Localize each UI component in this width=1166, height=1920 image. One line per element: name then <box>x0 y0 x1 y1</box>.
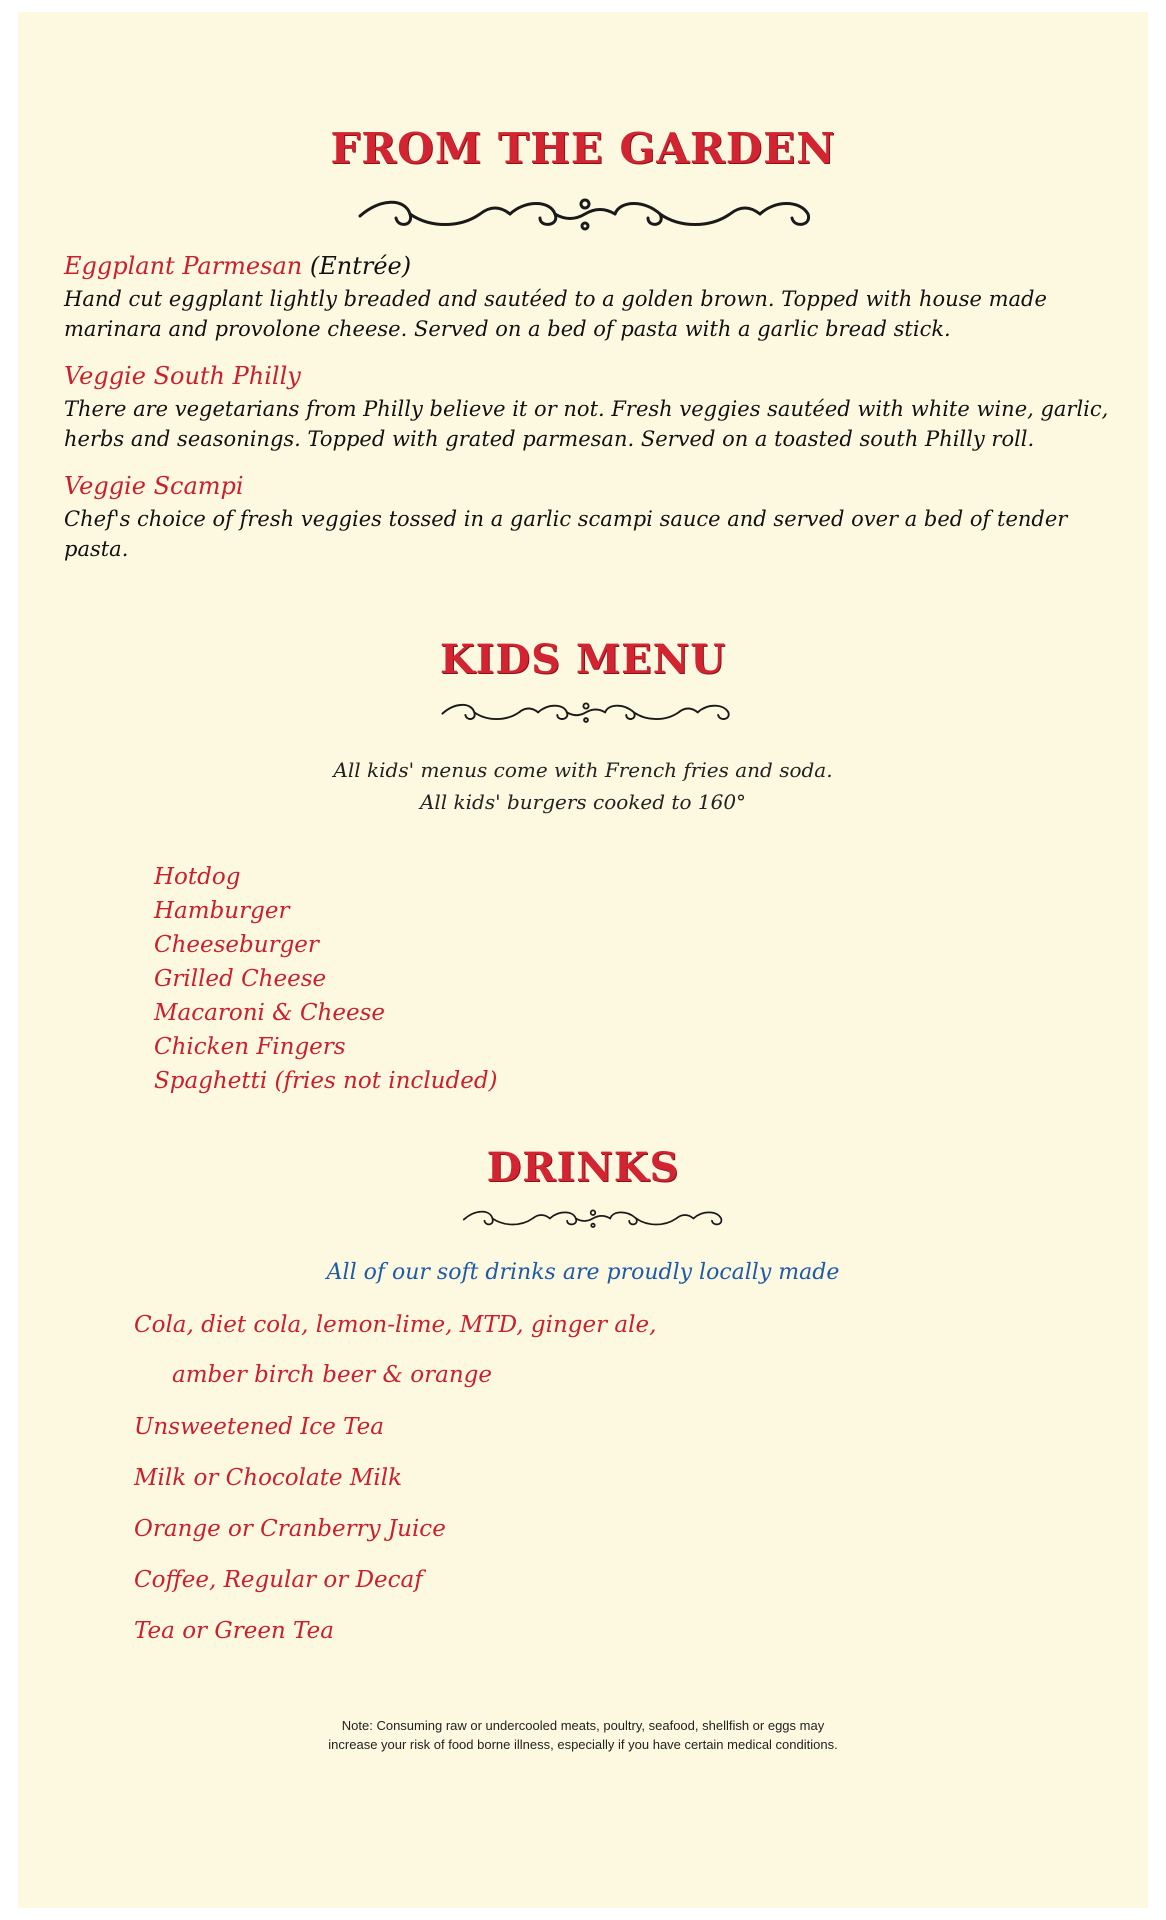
drinks-item: Unsweetened Ice Tea <box>134 1414 384 1440</box>
kids-item: Chicken Fingers <box>154 1034 346 1060</box>
footnote-line: Note: Consuming raw or undercooled meats, poultry, seafood, shellfish or eggs may <box>341 1718 825 1733</box>
desc-line: herbs and seasonings. Topped with grated parmesan. Served on a toasted south Philly roll. <box>64 427 1035 451</box>
drinks-item: Cola, diet cola, lemon-lime, MTD, ginger ale, <box>134 1312 657 1338</box>
kids-item: Grilled Cheese <box>154 966 327 992</box>
menu-page <box>18 12 1148 1908</box>
kids-item: Spaghetti (fries not included) <box>154 1068 498 1094</box>
desc-line: Chef's choice of fresh veggies tossed in a garlic scampi sauce and served over a bed of tender pasta. <box>64 507 1068 561</box>
drinks-subtitle: All of our soft drinks are proudly locally made <box>326 1260 840 1285</box>
garden-item-desc <box>64 394 1114 454</box>
drinks-item: Coffee, Regular or Decaf <box>134 1567 423 1593</box>
drinks-item: Orange or Cranberry Juice <box>134 1516 446 1542</box>
garden-item-name: Veggie South Philly <box>64 362 301 390</box>
desc-line: marinara and provolone cheese. Served on a bed of pasta with a garlic bread stick. <box>64 317 951 341</box>
footnote-line: increase your risk of food borne illness, especially if you have certain medical conditions. <box>328 1737 838 1752</box>
desc-line: Hand cut eggplant lightly breaded and sautéed to a golden brown. Topped with house made <box>64 287 1047 311</box>
garden-item-desc <box>64 284 1114 344</box>
garden-item-name: Veggie Scampi <box>64 472 244 500</box>
kids-heading: KIDS MENU <box>439 636 727 683</box>
drinks-heading: DRINKS <box>486 1144 680 1191</box>
garden-item-name: Eggplant Parmesan (Entrée) <box>64 252 412 280</box>
ornament-divider-icon <box>350 192 820 238</box>
footnote <box>18 1716 1148 1754</box>
ornament-divider-icon <box>436 696 736 730</box>
kids-item: Hotdog <box>154 864 241 890</box>
garden-heading: FROM THE GARDEN <box>330 124 836 173</box>
kids-note: All kids' menus come with French fries and soda. <box>333 758 833 782</box>
desc-line: There are vegetarians from Philly believe it or not. Fresh veggies sautéed with white wine, garlic, <box>64 397 1109 421</box>
drinks-item: amber birch beer & orange <box>172 1362 492 1388</box>
garden-item-tag: (Entrée) <box>309 252 412 280</box>
kids-item: Hamburger <box>154 898 290 924</box>
drinks-item: Tea or Green Tea <box>134 1618 334 1644</box>
ornament-divider-icon <box>458 1204 728 1234</box>
kids-item: Macaroni & Cheese <box>154 1000 386 1026</box>
garden-item-desc <box>64 504 1114 564</box>
kids-item: Cheeseburger <box>154 932 319 958</box>
drinks-item: Milk or Chocolate Milk <box>134 1465 403 1491</box>
kids-note: All kids' burgers cooked to 160° <box>419 790 747 814</box>
